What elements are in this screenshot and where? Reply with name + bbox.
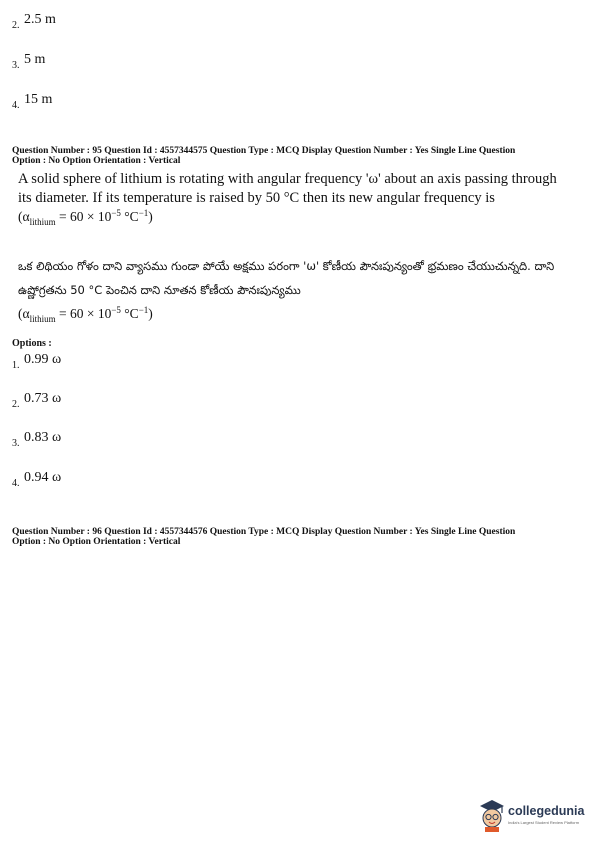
formula-subscript: lithium <box>29 217 56 227</box>
option-number: 3. <box>12 438 20 449</box>
q95-formula-telugu <box>18 305 153 324</box>
formula-unit: °C <box>120 306 139 321</box>
option-text: 2.5 m <box>24 12 56 27</box>
q95-meta-line1: Question Number : 95 Question Id : 4557344575 Question Type : MCQ Display Question Number : Yes Single Line Question <box>12 146 516 156</box>
formula-unit-exponent: −1 <box>138 208 149 218</box>
options-label: Options : <box>12 338 52 349</box>
logo-tagline: India's Largest Student Review Platform <box>508 820 580 825</box>
formula-exponent: −5 <box>111 208 121 218</box>
q96-meta-line2: Option : No Option Orientation : Vertical <box>12 537 181 547</box>
option-text: 0.83 ω <box>24 430 62 445</box>
formula-alpha: (α <box>18 209 30 224</box>
option-text: 5 m <box>24 52 46 67</box>
option-number: 2. <box>12 399 20 410</box>
q96-meta-line1: Question Number : 96 Question Id : 4557344576 Question Type : MCQ Display Question Number : Yes Single Line Question <box>12 527 516 537</box>
q95-question-telugu: ఒక లిథియం గోళం దాని వ్యాసము గుండా పోయే అక్షము పరంగా 'ω' కోణీయ పౌనఃపున్యంతో భ్రమణం చేయుచున్నది. దాని ఉష్ణోగ్రతను 50 °C పెంచిన దాని నూతన కోణీయ పౌనఃపున్యము <box>18 259 555 297</box>
formula-equals: = 60 × 10 <box>55 209 112 224</box>
formula-exponent: −5 <box>111 305 121 315</box>
option-text: 15 m <box>24 92 53 107</box>
q95-meta-line2: Option : No Option Orientation : Vertical <box>12 156 181 166</box>
formula-subscript: lithium <box>29 314 56 324</box>
formula-equals: = 60 × 10 <box>55 306 112 321</box>
q95-formula-english <box>18 208 153 227</box>
option-text: 0.99 ω <box>24 352 62 367</box>
formula-close: ) <box>148 306 153 321</box>
formula-unit-exponent: −1 <box>138 305 149 315</box>
mascot-icon <box>478 798 506 832</box>
option-text: 0.94 ω <box>24 470 62 485</box>
collegedunia-logo <box>478 798 588 834</box>
q95-question-english: A solid sphere of lithium is rotating with angular frequency 'ω' about an axis passing through its diameter. If its temperature is raised by 50 °C then its new angular frequency is <box>18 171 557 206</box>
option-number: 3. <box>12 60 20 71</box>
formula-alpha: (α <box>18 306 30 321</box>
option-number: 4. <box>12 100 20 111</box>
option-number: 1. <box>12 360 20 371</box>
formula-close: ) <box>148 209 153 224</box>
formula-unit: °C <box>120 209 139 224</box>
logo-wordmark: collegedunia <box>508 804 585 818</box>
option-number: 4. <box>12 478 20 489</box>
option-number: 2. <box>12 20 20 31</box>
option-text: 0.73 ω <box>24 391 62 406</box>
